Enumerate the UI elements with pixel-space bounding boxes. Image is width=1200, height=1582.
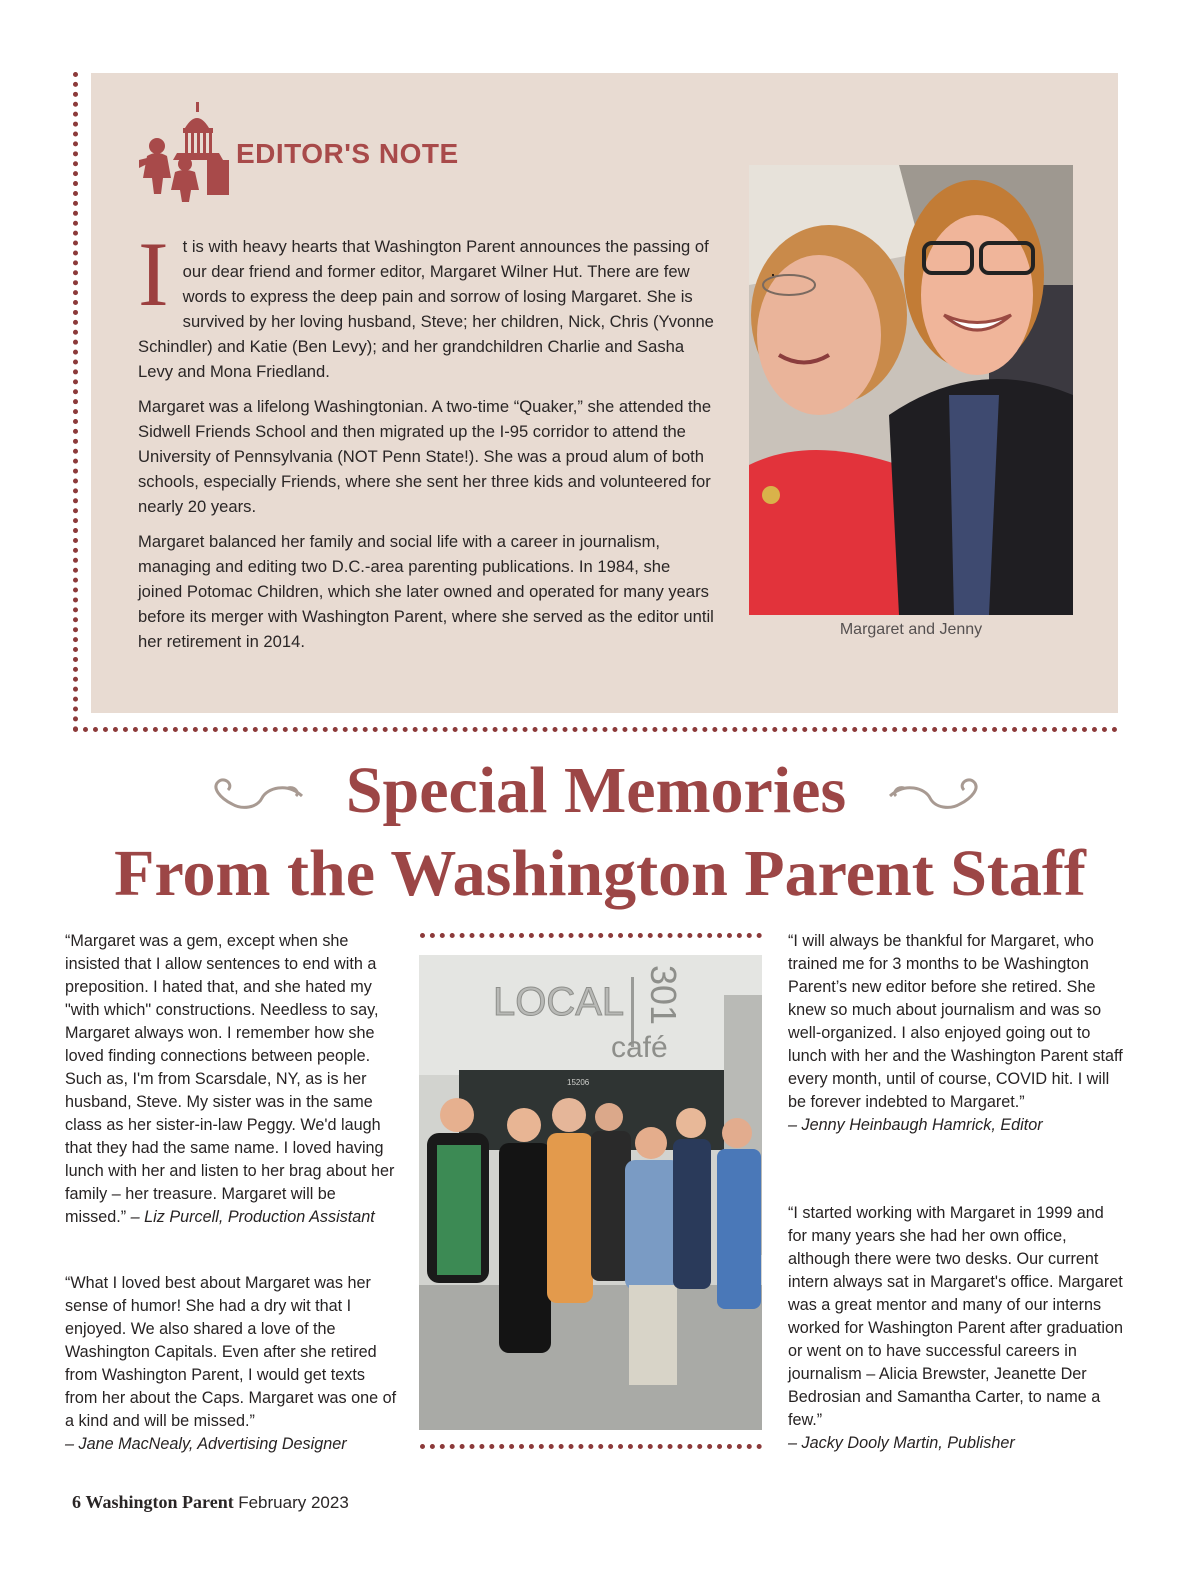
- page-footer: [72, 1492, 349, 1513]
- capitol-kids-logo-icon: [137, 98, 233, 203]
- flourish-right-icon: [886, 774, 990, 818]
- quote-jane-macnealy: [65, 1272, 401, 1456]
- dotted-rule-bottom: [420, 1444, 762, 1449]
- quote-jacky-martin: [788, 1202, 1124, 1455]
- editors-note-paragraph: [138, 223, 718, 384]
- memories-title-line2: From the Washington Parent Staff: [114, 837, 1086, 910]
- editors-note-paragraph: Margaret was a lifelong Washingtonian. A two-time “Quaker,” she attended the Sidwell Friends School and then migrated up the I-95 corridor to attend the University of Pennsylvania (NOT Penn State!). She was a proud alum of both schools, especially Friends, where she sent her three kids and volunteered for nearly 20 years.: [138, 397, 712, 516]
- dotted-border-bottom: [73, 727, 1118, 732]
- quote-text: “Margaret was a gem, except when she insisted that I allow sentences to end with a preposition. I hated that, and she hated my "with which" constructions. Needless to say, Margaret always won. I remember how she loved finding connections between people. Such as, I'm from Scarsdale, NY, as is her husband, Steve. My sister was in the same class as her sister-in-law Peggy. We'd laugh that they had the same name. I loved having lunch with her and listen to her brag about her family – her treasure. Margaret will be missed.”: [65, 932, 395, 1226]
- photo-margaret-and-jenny: [749, 165, 1073, 615]
- photo-caption: Margaret and Jenny: [839, 621, 983, 638]
- quote-attribution: – Liz Purcell, Production Assistant: [130, 1208, 375, 1226]
- sign-cafe: café: [611, 1031, 668, 1064]
- quote-text: “What I loved best about Margaret was her sense of humor! She had a dry wit that I enjoyed. We also shared a love of the Washington Capitals. Even after she retired from Washington Parent, I would get texts from her about the Caps. Margaret was one of a kind and will be missed.”: [65, 1274, 397, 1430]
- quote-attribution: – Jenny Heinbaugh Hamrick, Editor: [788, 1116, 1043, 1134]
- dropcap: I: [138, 223, 169, 325]
- sign-local: LOCAL: [493, 980, 625, 1024]
- memories-title-line1: Special Memories: [345, 754, 847, 827]
- editors-note-heading: EDITOR'S NOTE: [236, 138, 459, 169]
- quote-text: “I started working with Margaret in 1999 and for many years she had her own office, although there were two desks. Our current intern always sat in Margaret's office. Margaret was a great mentor and many of our interns worked for Washington Parent after graduation or went on to have successful careers in journalism – Alicia Brewster, Jeanette Der Bedrosian and Samantha Carter, to name a few.”: [788, 1204, 1124, 1429]
- dotted-border-left: [73, 72, 78, 732]
- quote-liz-purcell: [65, 930, 401, 1229]
- page-number: 6: [72, 1492, 81, 1512]
- quote-attribution: – Jacky Dooly Martin, Publisher: [788, 1434, 1015, 1452]
- quote-jenny-hamrick: [788, 930, 1128, 1137]
- sign-number: 301: [643, 965, 684, 1026]
- paragraph-text: t is with heavy hearts that Washington Parent announces the passing of our dear friend and former editor, Margaret Wilner Hut. There are few words to express the deep pain and sorrow of losing Margaret. She is survived by her loving husband, Steve; her children, Nick, Chris (Yvonne Schindler) and Katie (Ben Levy); and her grandchildren Charlie and Sasha Levy and Mona Friedland.: [138, 237, 714, 381]
- door-number: 15206: [567, 1078, 590, 1087]
- editors-note-paragraph: Margaret balanced her family and social life with a career in journalism, managing and editing two D.C.-area parenting publications. In 1984, she joined Potomac Children, which she later owned and operated for many years before its merger with Washington Parent, where she served as the editor until her retirement in 2014.: [138, 532, 714, 651]
- dotted-rule-top: [420, 933, 762, 938]
- issue-date: February 2023: [238, 1493, 349, 1512]
- photo-staff-at-local-301-cafe: [419, 955, 762, 1430]
- quote-attribution: – Jane MacNealy, Advertising Designer: [65, 1435, 347, 1453]
- quote-text: “I will always be thankful for Margaret, who trained me for 3 months to be Washington Parent’s new editor before she retired. She knew so much about journalism and was so well-organized. I also enjoyed going out to lunch with her and the Washington Parent staff every month, until of course, COVID hit. I will be forever indebted to Margaret.”: [788, 932, 1123, 1111]
- publication-name: Washington Parent: [85, 1492, 234, 1512]
- editors-note-body: [138, 223, 718, 664]
